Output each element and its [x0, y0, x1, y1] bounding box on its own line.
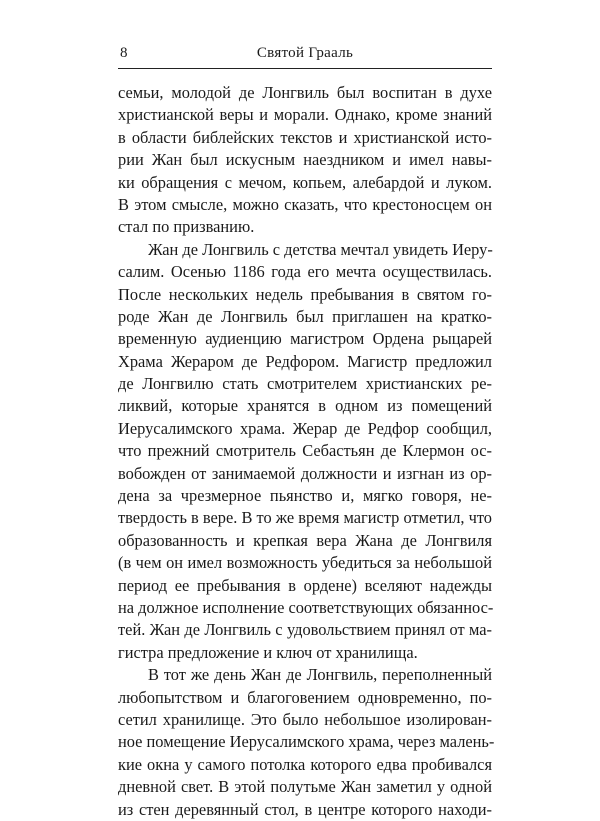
body-text	[118, 82, 495, 821]
paragraph	[118, 82, 492, 239]
page-number: 8	[120, 45, 128, 61]
text-line: христианской веры и морали. Однако, кроме знаний	[118, 105, 492, 125]
text-line: кие окна у самого потолка которого едва пробивался	[118, 754, 492, 774]
text-line: вобожден от занимаемой должности и изгнан из ор-	[118, 463, 492, 483]
text-line: Храма Жераром де Редфором. Магистр предложил	[118, 351, 492, 371]
running-header	[118, 42, 492, 69]
text-line: ное помещение Иерусалимского храма, через малень-	[118, 732, 495, 752]
text-line: В этом смысле, можно сказать, что крестоносцем он	[118, 194, 492, 214]
text-line: гистра предложение и ключ от хранилища.	[118, 642, 418, 662]
paragraph	[118, 664, 495, 821]
text-line: временную аудиенцию магистром Ордена рыцарей	[118, 329, 492, 349]
text-line: ки обращения с мечом, копьем, алебардой и луком.	[118, 172, 492, 192]
text-line: рии Жан был искусным наездником и имел навы-	[118, 150, 492, 170]
text-line: салим. Осенью 1186 года его мечта осуществилась.	[118, 262, 492, 282]
text-line: период ее пребывания в ордене) вселяют надежды	[118, 575, 492, 595]
text-line: В тот же день Жан де Лонгвиль, переполненный	[148, 665, 492, 685]
text-line: (в чем он имел возможность убедиться за небольшой	[118, 553, 492, 573]
text-line: стал по призванию.	[118, 217, 255, 237]
text-line: После нескольких недель пребывания в святом го-	[118, 284, 492, 304]
text-line: Жан де Лонгвиль с детства мечтал увидеть Иеру-	[148, 239, 493, 259]
text-line: дневной свет. В этой полутьме Жан заметил у одной	[118, 777, 492, 797]
text-line: из стен деревянный стол, в центре которого находи-	[118, 799, 492, 819]
text-line: семьи, молодой де Лонгвиль был воспитан в духе	[118, 83, 492, 102]
text-line: роде Жан де Лонгвиль был приглашен на кратко-	[118, 306, 492, 326]
text-line: на должное исполнение соответствующих обязаннос-	[118, 597, 494, 617]
text-line: де Лонгвилю стать смотрителем христианских ре-	[118, 374, 492, 394]
text-line: что прежний смотритель Себастьян де Клермон ос-	[118, 441, 492, 461]
book-title: Святой Грааль	[256, 45, 354, 61]
paragraph	[118, 239, 492, 664]
text-line: Иерусалимского храма. Жерар де Редфор сообщил,	[118, 418, 492, 438]
text-line: дена за чрезмерное пьянство и, мягко говоря, не-	[118, 486, 492, 506]
text-line: твердость в вере. В то же время магистр отметил, что	[118, 508, 492, 528]
text-line: в области библейских текстов и христианской исто-	[118, 127, 492, 147]
text-line: сетил хранилище. Это было небольшое изолирован-	[118, 709, 492, 729]
text-line: любопытством и благоговением одновременно, по-	[118, 687, 492, 707]
text-line: образованность и крепкая вера Жана де Лонгвиля	[118, 530, 492, 550]
text-line: ликвий, которые хранятся в одном из помещений	[118, 396, 492, 416]
text-line: тей. Жан де Лонгвиль с удовольствием принял от ма-	[118, 620, 492, 640]
